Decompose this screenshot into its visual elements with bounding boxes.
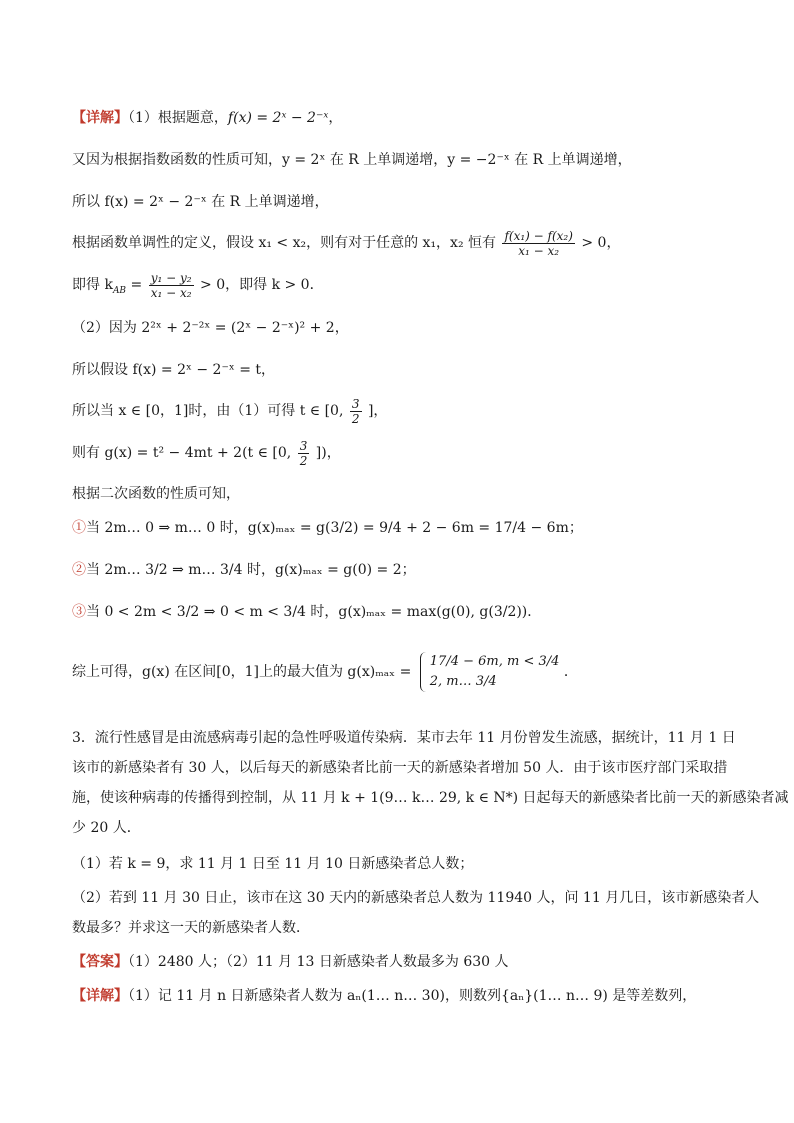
- fraction-denominator: 2: [351, 411, 360, 426]
- fraction-numerator: 3: [299, 438, 308, 453]
- detail-line-8: [72, 394, 732, 428]
- detail-line-4: [72, 226, 732, 260]
- piecewise-row-1: 17/4 − 6m, m < 3/4: [429, 654, 560, 669]
- question-3-line-3: 施，使该种病毒的传播得到控制，从 11 月 k + 1(9… k… 29, k ∈ N*) 日起每天的新感染者比前一天的新感染者减: [72, 790, 789, 806]
- detail-line-9-post: ])，: [315, 445, 341, 461]
- fraction-difference-quotient: [502, 229, 574, 258]
- detail-line-10: 根据二次函数的性质可知，: [72, 486, 240, 502]
- summary-pre: 综上可得，g(x) 在区间[0，1]上的最大值为 g(x)ₘₐₓ =: [72, 664, 412, 680]
- detail-line-5-eq: =: [126, 277, 147, 293]
- fraction-denominator: 2: [299, 453, 308, 468]
- piecewise-brace: [420, 652, 427, 692]
- summary-line: [72, 642, 732, 702]
- detail-line-8-post: ]，: [367, 403, 388, 419]
- detail-line-4-pre: 根据函数单调性的定义，假设 x₁ < x₂，则有对于任意的 x₁，x₂ 恒有: [72, 235, 497, 251]
- detail-line-9-pre: 则有 g(x) = t² − 4mt + 2(t ∈ [0,: [72, 445, 292, 461]
- answer-line: [72, 952, 732, 972]
- detail-line-5-pre: 即得 k: [72, 277, 113, 293]
- fraction-numerator: f(x₁) − f(x₂): [504, 228, 573, 243]
- detail-line-1-end: ，: [328, 110, 343, 126]
- question-3-part-2-cont: 数最多？并求这一天的新感染者人数．: [72, 920, 310, 936]
- case-2-marker: ②: [72, 562, 86, 578]
- detail-line-5-post: > 0，即得 k > 0．: [200, 277, 324, 293]
- fraction-denominator: x₁ − x₂: [518, 243, 560, 258]
- detail-line-5: [72, 268, 732, 302]
- question-3-part-1: （1）若 k = 9，求 11 月 1 日至 11 月 10 日新感染者总人数；: [72, 856, 474, 872]
- piecewise-function: [420, 652, 560, 692]
- case-3-marker: ③: [72, 604, 86, 620]
- detail-line-1-math: f(x) = 2ˣ − 2⁻ˣ: [227, 110, 329, 126]
- fraction-three-halves: [298, 439, 310, 468]
- detail-tag: 【详解】: [72, 110, 128, 126]
- case-3-text: 当 0 < 2m < 3/2 ⇒ 0 < m < 3/4 时，g(x)ₘₐₓ = max(g(0), g(3/2))．: [86, 604, 542, 620]
- fraction-denominator: x₁ − x₂: [150, 285, 192, 300]
- case-3: [72, 602, 732, 622]
- detail-line-7: 所以假设 f(x) = 2ˣ − 2⁻ˣ = t，: [72, 362, 276, 378]
- piecewise-row-2: 2, m… 3/4: [429, 674, 497, 689]
- detail-line-final: [72, 986, 732, 1006]
- answer-text: （1）2480 人；（2）11 月 13 日新感染者人数最多为 630 人: [128, 954, 509, 970]
- detail-line-4-post: > 0，: [581, 235, 621, 251]
- detail-tag: 【详解】: [72, 988, 128, 1004]
- case-1-marker: ①: [72, 520, 86, 536]
- detail-line-8-pre: 所以当 x ∈ [0，1]时，由（1）可得 t ∈ [0,: [72, 403, 344, 419]
- detail-line-9: [72, 436, 732, 470]
- case-1: [72, 518, 732, 538]
- case-1-text: 当 2m… 0 ⇒ m… 0 时，g(x)ₘₐₓ = g(3/2) = 9/4 + 2 − 6m = 17/4 − 6m；: [86, 520, 583, 536]
- question-3-line-1: 3．流行性感冒是由流感病毒引起的急性呼吸道传染病．某市去年 11 月份曾发生流感，据统计，11 月 1 日: [72, 730, 736, 746]
- fraction-numerator: y₁ − y₂: [150, 270, 192, 285]
- detail-line-1: [72, 108, 732, 128]
- question-3-part-2: （2）若到 11 月 30 日止，该市在这 30 天内的新感染者总人数为 11940 人，问 11 月几日，该市新感染者人: [72, 890, 760, 906]
- slope-subscript: AB: [112, 285, 127, 296]
- summary-post: ．: [563, 664, 578, 680]
- question-3-line-2: 该市的新感染者有 30 人，以后每天的新感染者比前一天的新感染者增加 50 人．由于该市医疗部门采取措: [72, 760, 728, 776]
- question-3-line-4: 少 20 人．: [72, 820, 141, 836]
- case-2: [72, 560, 732, 580]
- detail-line-2: 又因为根据指数函数的性质可知，y = 2ˣ 在 R 上单调递增，y = −2⁻ˣ 在 R 上单调递增，: [72, 152, 632, 168]
- answer-tag: 【答案】: [72, 954, 128, 970]
- detail-line-3: 所以 f(x) = 2ˣ − 2⁻ˣ 在 R 上单调递增，: [72, 194, 329, 210]
- case-2-text: 当 2m… 3/2 ⇒ m… 3/4 时，g(x)ₘₐₓ = g(0) = 2；: [86, 562, 416, 578]
- fraction-numerator: 3: [351, 396, 360, 411]
- fraction-three-halves: [350, 397, 362, 426]
- fraction-slope: [149, 271, 194, 300]
- detail-line-6: （2）因为 2²ˣ + 2⁻²ˣ = (2ˣ − 2⁻ˣ)² + 2，: [72, 320, 349, 336]
- detail-line-1-text: （1）根据题意，: [128, 110, 228, 126]
- detail-final-text: （1）记 11 月 n 日新感染者人数为 aₙ(1… n… 30)，则数列{aₙ}(1… n… 9) 是等差数列，: [128, 988, 697, 1004]
